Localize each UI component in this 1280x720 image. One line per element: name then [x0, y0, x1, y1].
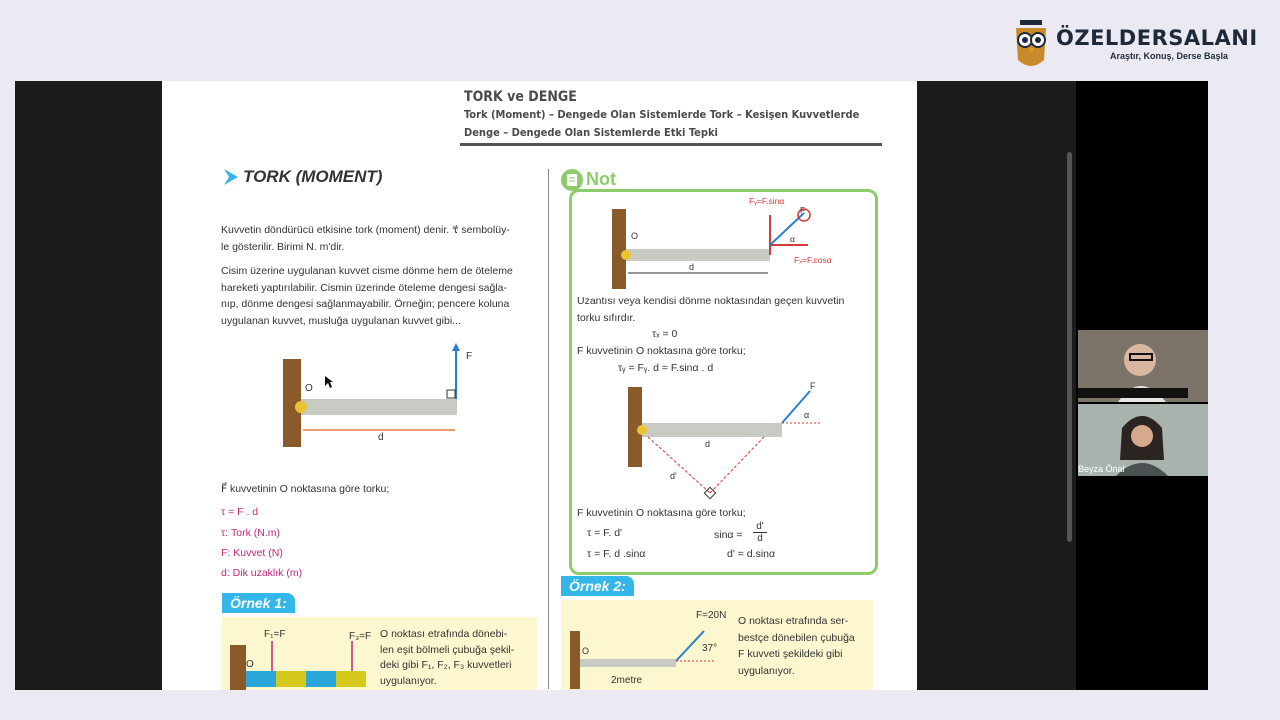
participant-avatar-1 [1078, 330, 1208, 402]
note-fig2-alpha: α [804, 410, 810, 420]
example-2-label: Örnek 2: [561, 576, 634, 596]
note-label: Not [586, 169, 616, 189]
brand-name: ÖZELDERSALANI [1056, 26, 1258, 50]
example-1-pivot: O [246, 659, 254, 670]
note-text-1: Uzantısı veya kendisi dönme noktasından geçen kuvvetin torku sıfırdır. [577, 295, 845, 324]
participant-name-2: Beyza Önal [1078, 464, 1125, 474]
note-text-2: F kuvvetinin O noktasına göre torku; [577, 345, 746, 357]
definition-paragraph: Kuvvetin döndürücü etkisine tork (moment) denir. τ⃗ sembolüy- le gösterilir. Birimi N. m'dir. [221, 224, 510, 253]
note-figure-1 [608, 193, 848, 293]
example-1-label: Örnek 1: [222, 593, 295, 613]
note-eq4: d' = d.sinα [727, 548, 776, 560]
example-1-f1: F₁=F [264, 629, 286, 640]
rod [301, 399, 457, 415]
note-figure-2 [624, 381, 824, 505]
note-fig2-d: d [705, 439, 711, 449]
example-2-force: F=20N [696, 610, 727, 621]
owl-logo-icon [1012, 18, 1052, 72]
mouse-cursor-icon [324, 375, 334, 389]
note-fig2-dprime: d' [670, 471, 677, 481]
document-page [162, 81, 917, 690]
explanation-paragraph: Cisim üzerine uygulanan kuvvet cisme dönme hem de öteleme hareketi yaptırılabilir. Cismin üzerinde öteleme dengesi sağla- nıp, dönme dengesi sağlanmayabilir. Örneğin; pencere koluna uygulanan kuvvet, musluğa uygulanan kuvvet gibi... [221, 265, 513, 327]
torque-figure [277, 343, 467, 453]
arrow-bullet-icon [222, 167, 242, 187]
brand-tagline: Araştır, Konuş, Derse Başla [1110, 51, 1229, 61]
note-ty: τᵧ = Fᵧ. d = F.sinα . d [618, 362, 714, 374]
note-eq3: sinα = [714, 529, 743, 541]
formula-tork: τ: Tork (N.m) [221, 527, 280, 539]
participant-video-2[interactable] [1078, 404, 1208, 476]
force-label: F [466, 351, 473, 362]
note-fig1-fy: Fᵧ=F.sinα [749, 196, 785, 206]
note-fig1-pivot: O [631, 231, 639, 241]
section-heading: TORK (MOMENT) [243, 167, 383, 186]
header-rule [460, 143, 882, 146]
pivot-label: O [305, 383, 313, 394]
example-1-f3: F₃=F [349, 631, 372, 642]
note-fig1-f: F [800, 205, 806, 215]
note-eq3-fraction: d' d [753, 521, 767, 544]
torque-intro: F⃗ kuvvetinin O noktasına göre torku; [221, 483, 390, 495]
note-eq2: τ = F. d .sinα [587, 548, 646, 560]
note-fig1-alpha: α [790, 234, 795, 244]
example-2-text: O noktası etrafında ser- bestçe dönebilen çubuğa F kuvveti şekildeki gibi uygulanıyor. [738, 615, 855, 677]
note-fig1-d: d [689, 262, 695, 272]
note-tx: τₓ = 0 [652, 328, 678, 340]
formula-kuvvet: F: Kuvvet (N) [221, 547, 283, 559]
example-1-text: O noktası etrafında dönebi- len eşit bölmeli çubuğa şekil- deki gibi F₁, F₂, F₃ kuvvetleri uygulanıyor. [380, 628, 515, 687]
example-2-length: 2metre [611, 675, 643, 686]
note-eq1: τ = F. d' [587, 527, 623, 539]
page-title: TORK ve DENGE [464, 89, 577, 105]
page-subtitle-2: Denge – Dengede Olan Sistemlerde Etki Tepki [464, 126, 718, 139]
note-fig1-fx: Fₓ=F.cosα [794, 255, 832, 265]
example-2-angle: 37° [702, 643, 718, 654]
formula-main: τ = F . d [221, 506, 259, 518]
formula-uzaklik: d: Dik uzaklık (m) [221, 567, 303, 579]
scrollbar[interactable] [1067, 152, 1072, 542]
note-fig2-f: F [810, 381, 816, 391]
participant-video-1[interactable] [1078, 330, 1208, 402]
page-subtitle-1: Tork (Moment) – Dengede Olan Sistemlerde Tork – Kesişen Kuvvetlerde [464, 108, 860, 121]
pivot [295, 401, 307, 413]
distance-label: d [378, 432, 384, 443]
note-text-3: F kuvvetinin O noktasına göre torku; [577, 507, 746, 519]
column-divider [548, 169, 549, 689]
example-2-pivot: O [582, 646, 590, 656]
